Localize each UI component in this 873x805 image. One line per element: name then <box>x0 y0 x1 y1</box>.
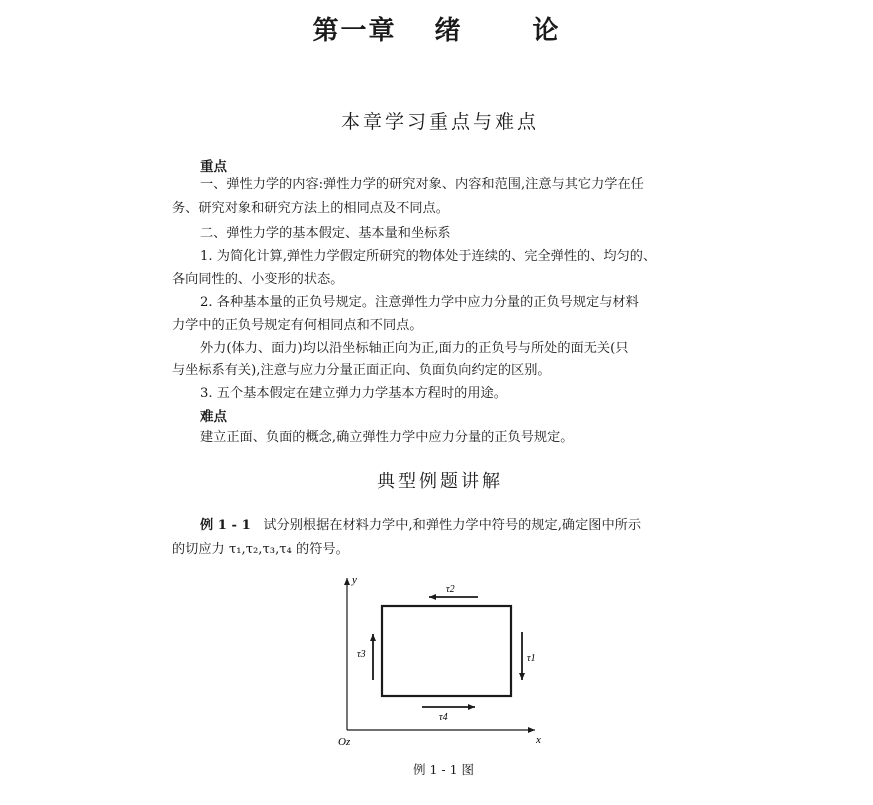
origin-label: Oz <box>338 736 351 748</box>
y-axis-label: y <box>352 574 357 586</box>
paragraph-line: 务、研究对象和研究方法上的相同点及不同点。 <box>172 201 449 216</box>
body-rectangle <box>382 606 511 696</box>
paragraph-line: 力学中的正负号规定有何相同点和不同点。 <box>172 318 423 333</box>
section-title-examples: 典型例题讲解 <box>377 471 503 492</box>
example-text-line-1: 试分别根据在材料力学中,和弹性力学中符号的规定,确定图中所示 <box>263 518 642 533</box>
key-points-heading: 重点 <box>200 159 227 175</box>
tau2-label: τ2 <box>446 584 455 595</box>
paragraph-line: 一、弹性力学的内容:弹性力学的研究对象、内容和范围,注意与其它力学在任 <box>200 177 644 192</box>
tau1-label: τ1 <box>527 653 536 664</box>
example-label: 例 1 - 1 <box>200 518 251 533</box>
paragraph-line: 各向同性的、小变形的状态。 <box>172 272 344 287</box>
paragraph-line: 1. 为简化计算,弹性力学假定所研究的物体处于连续的、完全弹性的、均匀的、 <box>200 249 657 264</box>
chapter-number: 第一章 <box>312 16 397 46</box>
paragraph-line: 2. 各种基本量的正负号规定。注意弹性力学中应力分量的正负号规定与材料 <box>200 295 639 310</box>
difficulty-heading: 难点 <box>200 409 227 425</box>
chapter-title <box>0 10 873 47</box>
example-text-line-2: 的切应力 τ₁,τ₂,τ₃,τ₄ 的符号。 <box>172 542 349 557</box>
figure-caption: 例 1 - 1 图 <box>413 762 475 777</box>
tau4-label: τ4 <box>439 712 448 723</box>
example-statement <box>200 514 641 538</box>
chapter-title-char-2: 论 <box>532 16 561 46</box>
paragraph-line: 二、弹性力学的基本假定、基本量和坐标系 <box>200 226 451 241</box>
paragraph-line: 与坐标系有关),注意与应力分量正面正向、负面负向约定的区别。 <box>172 363 551 378</box>
section-title-key-points: 本章学习重点与难点 <box>340 111 539 133</box>
tau3-label: τ3 <box>357 649 366 660</box>
example-figure <box>330 572 560 772</box>
paragraph-line: 外力(体力、面力)均以沿坐标轴正向为正,面力的正负号与所处的面无关(只 <box>200 341 629 356</box>
difficulty-text: 建立正面、负面的概念,确立弹性力学中应力分量的正负号规定。 <box>200 430 574 445</box>
x-axis-label: x <box>536 734 541 746</box>
chapter-title-char-1: 绪 <box>434 16 463 46</box>
paragraph-line: 3. 五个基本假定在建立弹力力学基本方程时的用途。 <box>200 386 507 401</box>
